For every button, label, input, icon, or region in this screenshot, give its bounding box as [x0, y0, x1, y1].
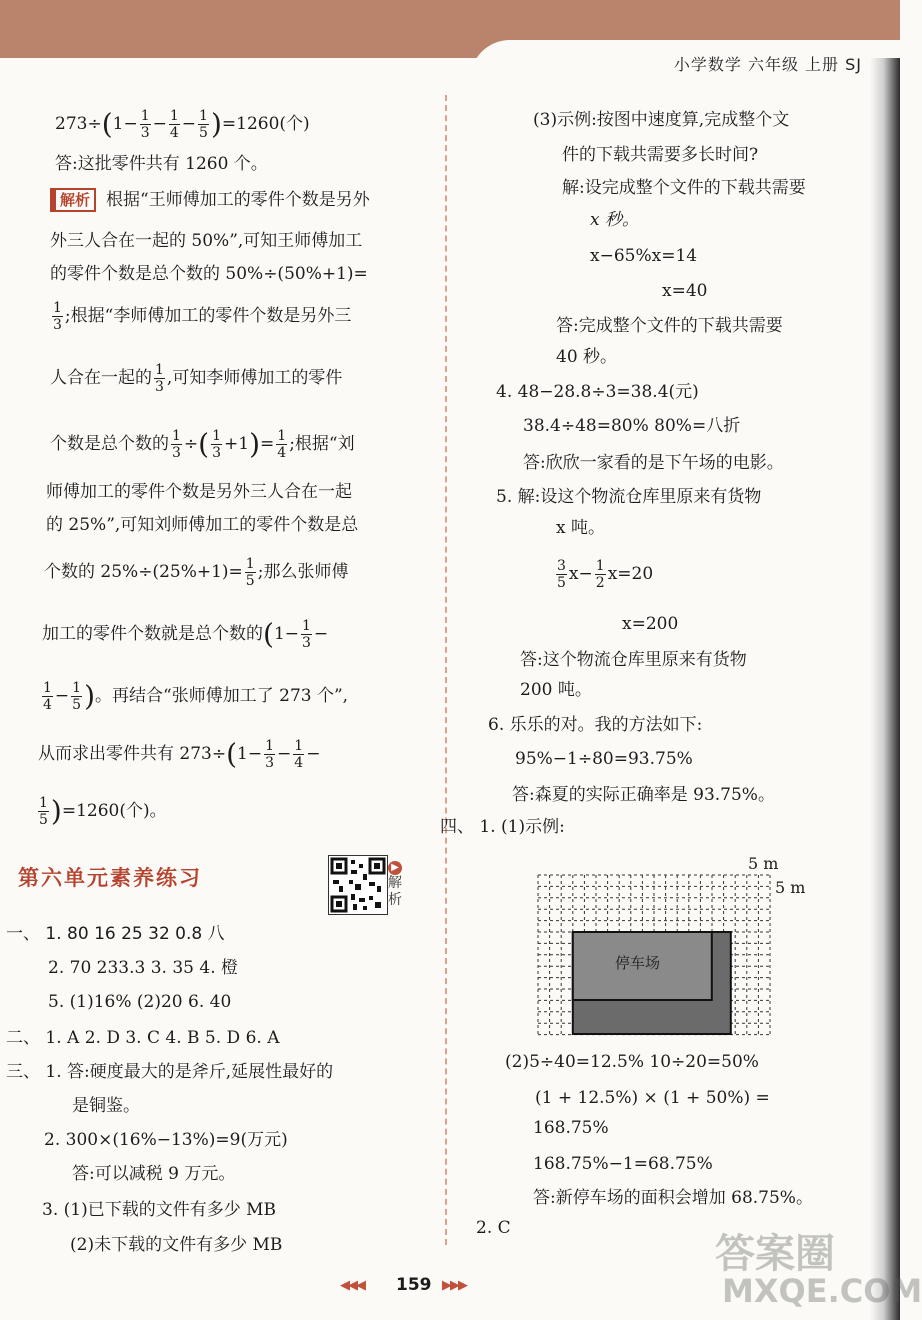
watermark-brand: 答案圈: [715, 1231, 835, 1277]
section1-line3: 5. (1)16% (2)20 6. 40: [48, 992, 232, 1012]
page-number: 159: [396, 1275, 432, 1295]
left-analysis-line-5: 人合在一起的 $\frac{1}{3}$ ,可知李师傅加工的零件: [50, 362, 343, 395]
right-line-25: 168.75%−1=68.75%: [533, 1154, 713, 1174]
right-line-14: $\frac{3}{5}$ x− $\frac{1}{2}$ x=20: [557, 558, 654, 591]
right-line-16: 答:这个物流仓库里原来有货物: [520, 650, 747, 670]
left-analysis-line-8: 的 25%”,可知刘师傅加工的零件个数是总: [46, 515, 359, 535]
right-line-20: 答:森夏的实际正确率是 93.75%。: [512, 785, 775, 805]
right-line-6: x=40: [662, 281, 708, 301]
left-analysis-line-1: 解析 根据“王师傅加工的零件个数是另外: [50, 188, 370, 212]
left-analysis-line-7: 师傅加工的零件个数是另外三人合在一起: [46, 482, 352, 502]
right-line-7: 答:完成整个文件的下载共需要: [556, 316, 783, 336]
left-line-1: 273÷(1− $\frac{1}{3}$ − $\frac{1}{4}$ − $\frac{1}{5}$ )=1260(个): [55, 107, 310, 141]
left-analysis-line-9: 个数的 25%÷(25%+1)= $\frac{1}{5}$ ;那么张师傅: [44, 556, 349, 589]
left-analysis-line-13: $\frac{1}{5}$ )=1260(个)。: [39, 794, 167, 828]
grid-scale-top: 5 m: [748, 854, 779, 873]
left-analysis-line-12: 从而求出零件共有 273÷(1− $\frac{1}{3}$ − $\frac{1}{4}$ −: [38, 737, 321, 771]
section3-line4: 答:可以减税 9 万元。: [72, 1164, 236, 1184]
column-divider: [445, 95, 447, 1245]
right-line-12: 5. 解:设这个物流仓库里原来有货物: [496, 487, 762, 507]
left-analysis-line-10: 加工的零件个数就是总个数的(1− $\frac{1}{3}$ −: [42, 617, 329, 651]
watermark-url: MXQE.COM: [722, 1272, 922, 1310]
qr-analysis-label[interactable]: ▶ 解析: [388, 862, 402, 908]
section3-line6: (2)未下载的文件有多少 MB: [70, 1235, 283, 1255]
play-arrow-icon: ▶: [388, 861, 402, 875]
left-analysis-line-3: 的零件个数是总个数的 50%÷(50%+1)=: [50, 264, 368, 284]
right-line-11: 答:欣欣一家看的是下午场的电影。: [523, 453, 784, 473]
right-line-26: 答:新停车场的面积会增加 68.75%。: [533, 1188, 813, 1208]
right-line-2: 件的下载共需要多长时间?: [562, 145, 759, 165]
right-line-8: 40 秒。: [556, 347, 618, 367]
section3-line3: 2. 300×(16%−13%)=9(万元): [44, 1130, 288, 1150]
right-line-1: (3)示例:按图中速度算,完成整个文: [533, 110, 790, 130]
prev-page-arrows-icon[interactable]: ◀◀◀: [340, 1278, 364, 1293]
right-line-10: 38.4÷48=80% 80%=八折: [523, 416, 741, 436]
left-answer-1: 答:这批零件共有 1260 个。: [55, 154, 268, 174]
section2-line: 二、 1. A 2. D 3. C 4. B 5. D 6. A: [6, 1028, 280, 1048]
right-line-9: 4. 48−28.8÷3=38.4(元): [496, 382, 699, 402]
left-analysis-line-2: 外三人合在一起的 50%”,可知王师傅加工: [50, 231, 363, 251]
right-line-4: x 秒。: [590, 210, 639, 230]
right-line-13: x 吨。: [556, 518, 605, 538]
analysis-tag: 解析: [50, 188, 96, 212]
right-line-27: 2. C: [476, 1218, 511, 1238]
left-analysis-line-11: $\frac{1}{4}$ − $\frac{1}{5}$ )。再结合“张师傅加工了 273 个”,: [43, 679, 349, 713]
right-line-3: 解:设完成整个文件的下载共需要: [562, 178, 806, 198]
left-analysis-line-4: $\frac{1}{3}$ ;根据“李师傅加工的零件个数是另外三: [53, 300, 352, 333]
right-line-22: (2)5÷40=12.5% 10÷20=50%: [505, 1052, 759, 1072]
parking-lot-label: 停车场: [615, 954, 661, 972]
section3-line5: 3. (1)已下载的文件有多少 MB: [42, 1200, 277, 1220]
section1-line1: 一、 1. 80 16 25 32 0.8 八: [6, 924, 225, 944]
grid-scale-right: 5 m: [775, 878, 806, 897]
left-analysis-line-6: 个数是总个数的 $\frac{1}{3}$ ÷( $\frac{1}{3}$ +1)= $\frac{1}{4}$ ;根据“刘: [50, 427, 355, 461]
section3-line2: 是铜鉴。: [72, 1096, 140, 1116]
header-title: 小学数学 六年级 上册 SJ: [673, 55, 862, 74]
right-line-18: 6. 乐乐的对。我的方法如下:: [488, 715, 703, 735]
right-line-15: x=200: [622, 614, 679, 634]
right-line-5: x−65%x=14: [590, 246, 698, 266]
right-line-21: 四、 1. (1)示例:: [440, 817, 565, 837]
next-page-arrows-icon[interactable]: ▶▶▶: [442, 1278, 466, 1293]
section-title: 第六单元素养练习: [18, 866, 202, 890]
qr-code[interactable]: [328, 855, 388, 915]
frac-1-5: $\frac{1}{5}$: [199, 108, 208, 141]
right-line-24: 168.75%: [533, 1118, 609, 1138]
right-line-19: 95%−1÷80=93.75%: [515, 749, 693, 769]
frac-1-3: $\frac{1}{3}$: [140, 108, 150, 141]
frac-1-4: $\frac{1}{4}$: [169, 108, 179, 141]
section3-line1: 三、 1. 答:硬度最大的是斧斤,延展性最好的: [6, 1062, 334, 1082]
right-line-23: (1 + 12.5%) × (1 + 50%) =: [535, 1088, 770, 1108]
right-line-17: 200 吨。: [520, 680, 592, 700]
section1-line2: 2. 70 233.3 3. 35 4. 橙: [48, 958, 239, 978]
book-spine-shadow: [870, 58, 900, 1320]
